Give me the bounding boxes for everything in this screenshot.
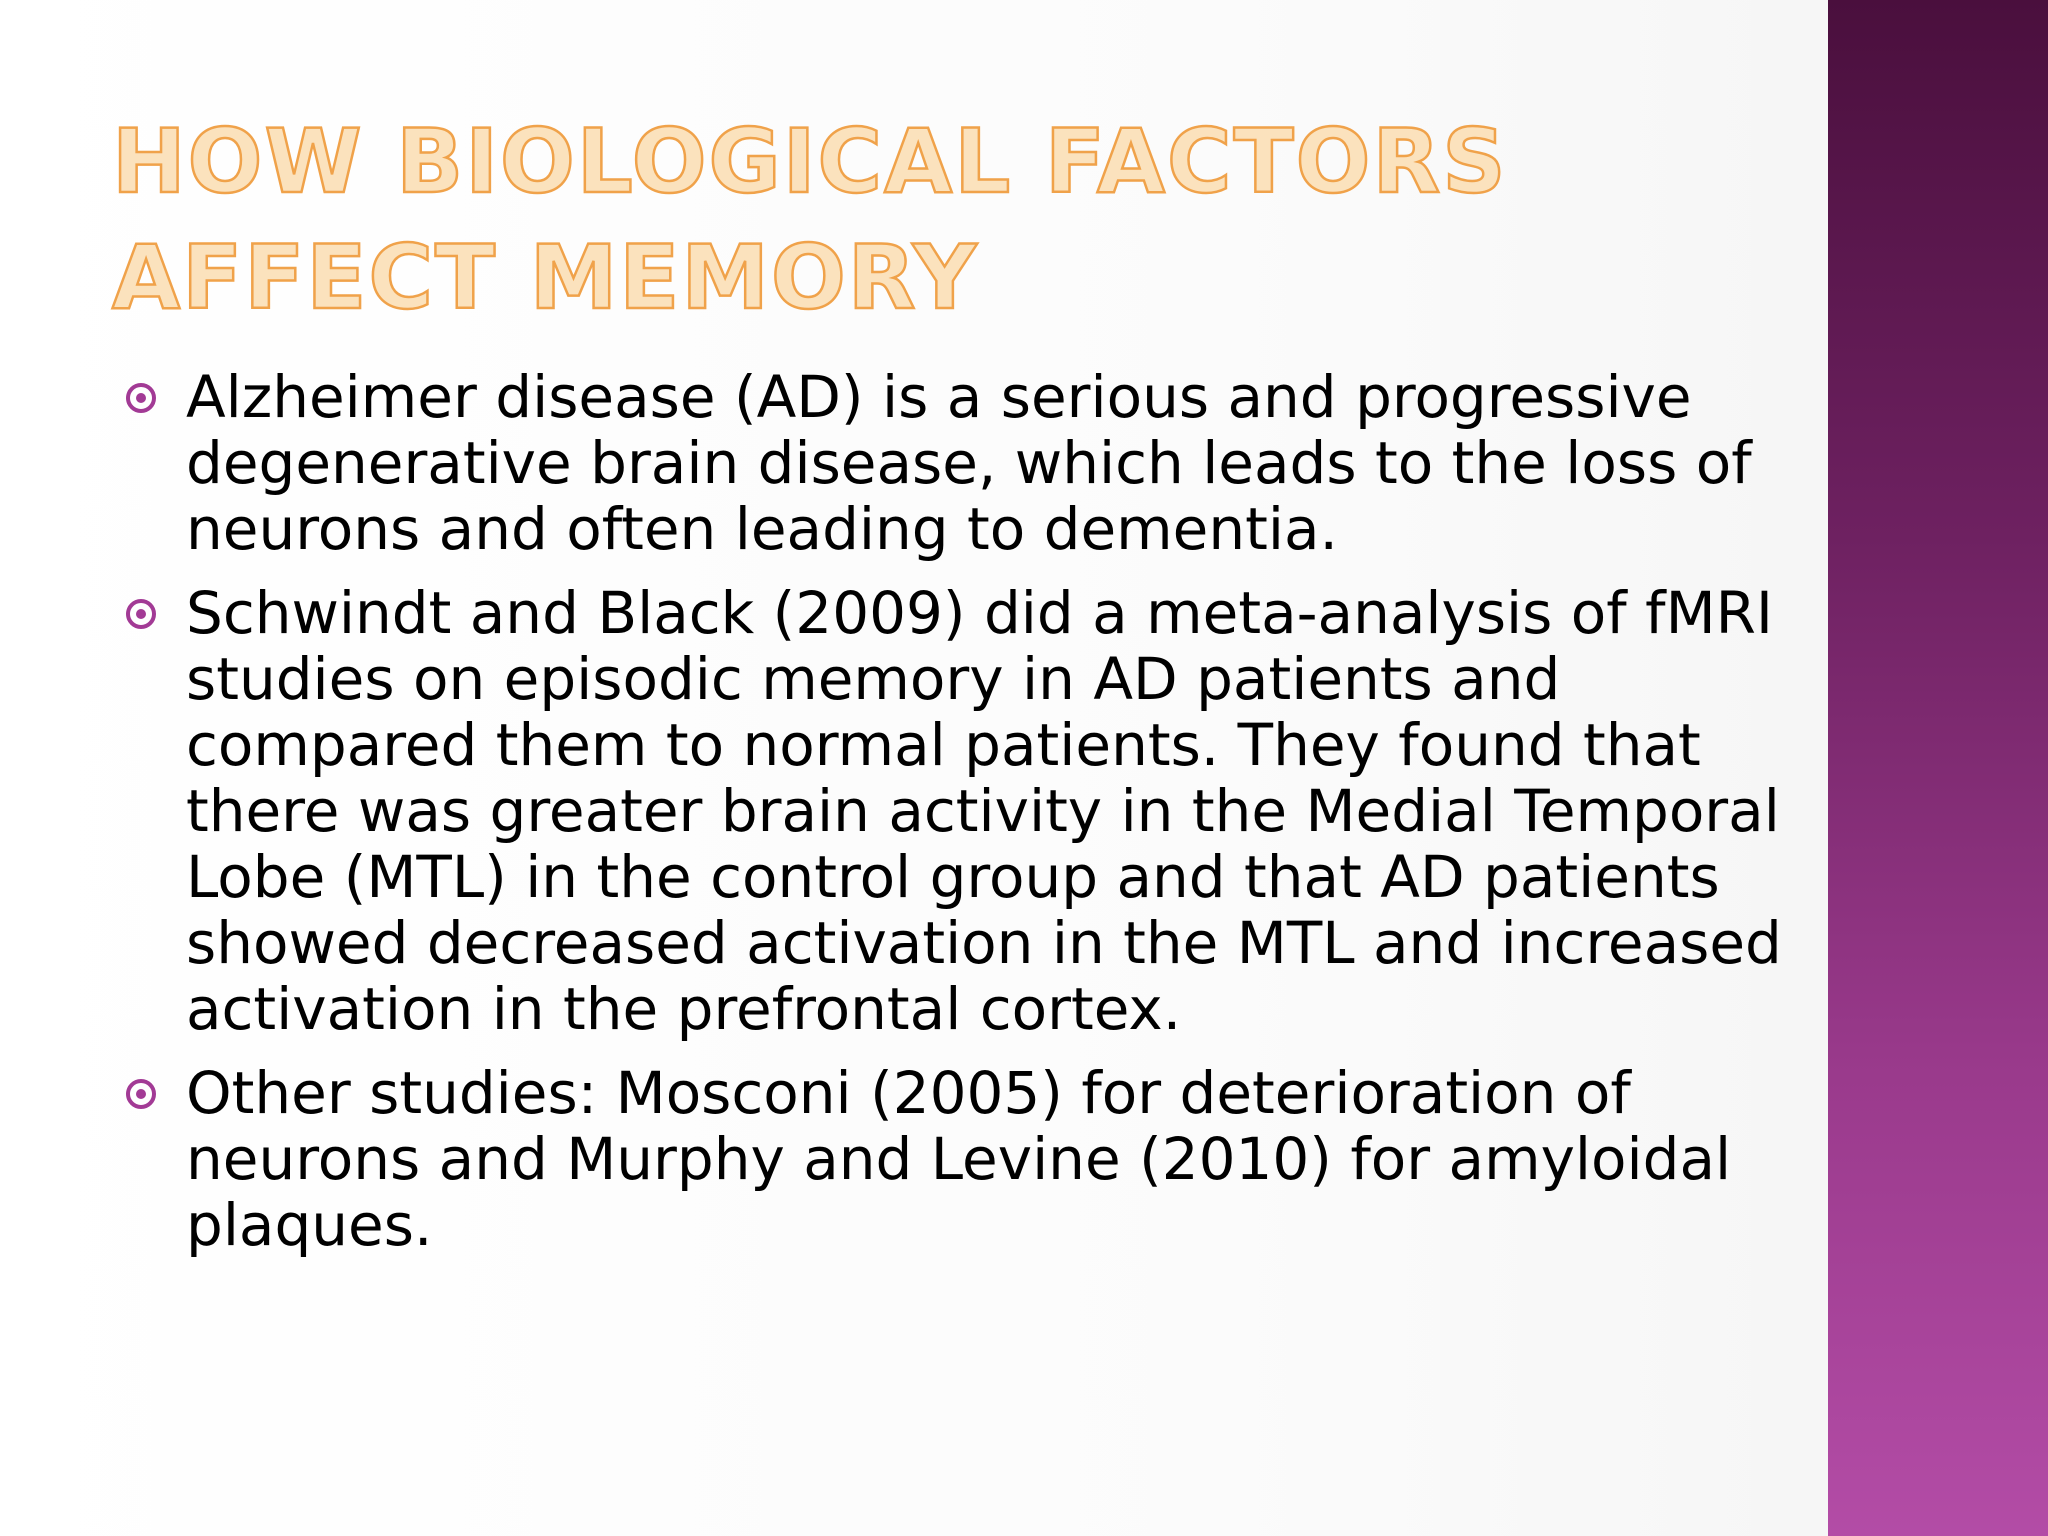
bullet-item xyxy=(120,364,1800,562)
circled-dot-icon xyxy=(126,383,156,413)
bullet-list xyxy=(120,364,1800,1276)
slide-title: HOW BIOLOGICAL FACTORS AFFECT MEMORY xyxy=(112,110,1508,329)
bullet-text: Schwindt and Black (2009) did a meta-analysis of fMRI studies on episodic memory in AD patients and compared them to normal patients. They found that there was greater brain activity in the Medial Temporal Lobe (MTL) in the control group and that AD patients showed decreased activation in the MTL and increased activation in the prefrontal cortex. xyxy=(186,579,1782,1043)
bullet-item xyxy=(120,1060,1800,1258)
decorative-side-band xyxy=(1828,0,2048,1536)
bullet-text: Other studies: Mosconi (2005) for deterioration of neurons and Murphy and Levine (2010) for amyloidal plaques. xyxy=(186,1059,1732,1259)
circled-dot-icon xyxy=(126,599,156,629)
circled-dot-icon xyxy=(126,1079,156,1109)
bullet-text: Alzheimer disease (AD) is a serious and progressive degenerative brain disease, which leads to the loss of neurons and often leading to dementia. xyxy=(186,363,1752,563)
bullet-item xyxy=(120,580,1800,1042)
